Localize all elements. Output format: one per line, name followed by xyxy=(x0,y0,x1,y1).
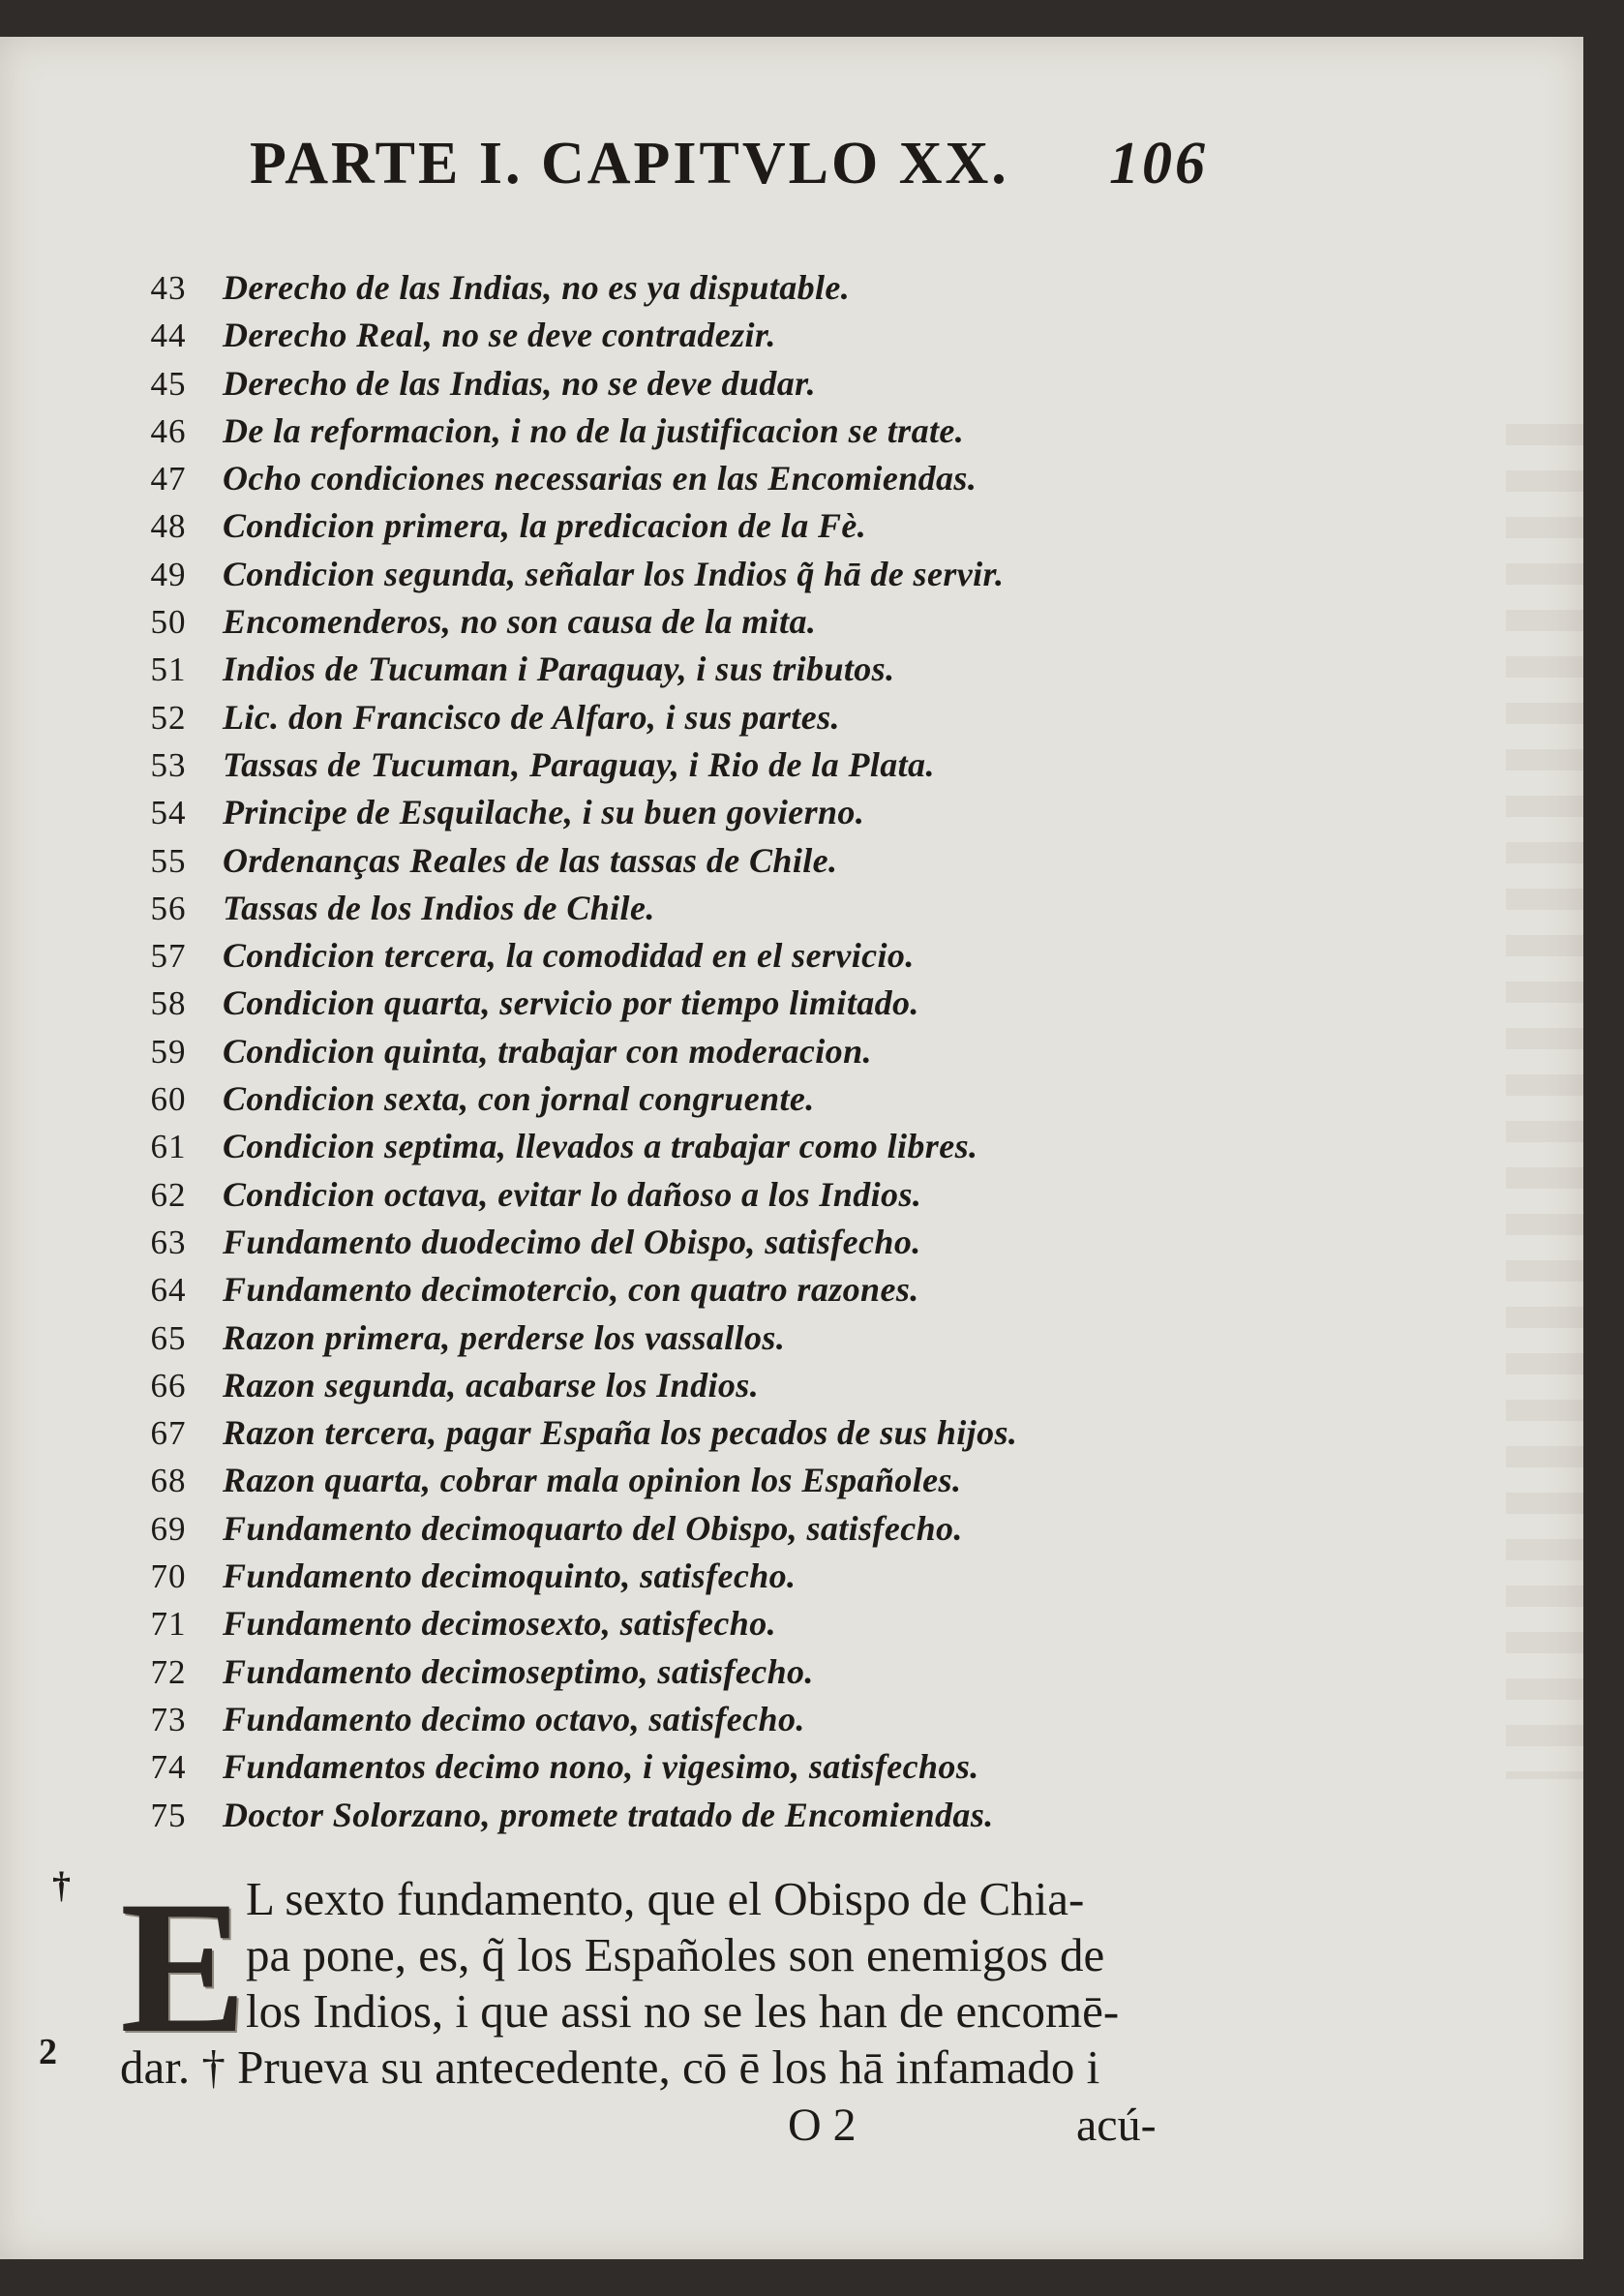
summary-list xyxy=(114,267,1198,1842)
summary-number: 68 xyxy=(150,1462,187,1500)
summary-number: 47 xyxy=(150,460,187,498)
summary-number: 59 xyxy=(150,1032,187,1071)
page-number: 106 xyxy=(1109,131,1208,196)
summary-item xyxy=(114,1651,1198,1699)
margin-marker-number: 2 xyxy=(39,2032,57,2072)
summary-item xyxy=(114,505,1198,553)
summary-text: Encomenderos, no son causa de la mita. xyxy=(223,602,817,642)
summary-text: Condicion septima, llevados a trabajar como libres. xyxy=(223,1127,978,1166)
summary-text: Razon quarta, cobrar mala opinion los Españoles. xyxy=(223,1461,962,1500)
signature-mark: O 2 xyxy=(788,2100,857,2151)
summary-item xyxy=(114,410,1198,458)
summary-text: Condicion quinta, trabajar con moderacion. xyxy=(223,1031,872,1071)
summary-number: 45 xyxy=(150,364,187,403)
summary-number: 51 xyxy=(150,650,187,689)
summary-item xyxy=(114,888,1198,935)
summary-item xyxy=(114,1795,1198,1842)
summary-item xyxy=(114,267,1198,315)
summary-text: Fundamento decimo octavo, satisfecho. xyxy=(223,1699,805,1738)
summary-number: 75 xyxy=(150,1796,187,1834)
summary-text: Doctor Solorzano, promete tratado de Encomiendas. xyxy=(223,1795,994,1834)
summary-item xyxy=(114,1174,1198,1222)
summary-number: 54 xyxy=(150,794,187,832)
summary-number: 63 xyxy=(150,1223,187,1261)
summary-number: 70 xyxy=(150,1557,187,1596)
summary-text: Fundamento decimoseptimo, satisfecho. xyxy=(223,1651,814,1691)
summary-number: 72 xyxy=(150,1652,187,1691)
summary-number: 69 xyxy=(150,1509,187,1548)
summary-number: 65 xyxy=(150,1318,187,1357)
body-line-1: L sexto fundamento, que el Obispo de Chia- xyxy=(246,1872,1085,1925)
summary-text: De la reformacion, i no de la justificacion se trate. xyxy=(223,410,965,450)
body-line-4: dar. † Prueva su antecedente, cō ē los hā infamado i xyxy=(120,2040,1100,2094)
summary-number: 48 xyxy=(150,507,187,546)
summary-item xyxy=(114,1365,1198,1412)
summary-item xyxy=(114,1746,1198,1794)
summary-text: Derecho Real, no se deve contradezir. xyxy=(223,316,776,355)
summary-number: 50 xyxy=(150,603,187,642)
summary-number: 43 xyxy=(150,269,187,307)
summary-text: Condicion quarta, servicio por tiempo limitado. xyxy=(223,983,919,1023)
summary-text: Fundamento decimoquarto del Obispo, satisfecho. xyxy=(223,1508,963,1548)
summary-text: Tassas de los Indios de Chile. xyxy=(223,888,655,927)
summary-number: 57 xyxy=(150,937,187,976)
summary-text: Fundamento decimoquinto, satisfecho. xyxy=(223,1556,797,1596)
summary-item xyxy=(114,1222,1198,1269)
summary-item xyxy=(114,1078,1198,1126)
summary-number: 44 xyxy=(150,317,187,355)
running-title: PARTE I. CAPITVLO XX. xyxy=(250,131,1009,196)
summary-item xyxy=(114,1412,1198,1460)
summary-item xyxy=(114,840,1198,888)
summary-text: Condicion tercera, la comodidad en el servicio. xyxy=(223,936,915,976)
summary-item xyxy=(114,982,1198,1030)
margin-marker-dagger: † xyxy=(52,1865,71,1906)
summary-item xyxy=(114,363,1198,410)
summary-item xyxy=(114,935,1198,982)
summary-number: 67 xyxy=(150,1414,187,1453)
summary-item xyxy=(114,1556,1198,1603)
summary-number: 60 xyxy=(150,1080,187,1119)
summary-item xyxy=(114,1126,1198,1173)
summary-item xyxy=(114,1317,1198,1365)
summary-text: Ordenanças Reales de las tassas de Chile. xyxy=(223,840,838,880)
summary-text: Condicion octava, evitar lo dañoso a los Indios. xyxy=(223,1174,922,1214)
summary-item xyxy=(114,649,1198,696)
summary-text: Tassas de Tucuman, Paraguay, i Rio de la Plata. xyxy=(223,744,935,784)
catchword: acú- xyxy=(1076,2100,1157,2151)
summary-number: 56 xyxy=(150,889,187,927)
running-header xyxy=(250,130,1208,198)
summary-item xyxy=(114,1269,1198,1316)
summary-text: Razon primera, perderse los vassallos. xyxy=(223,1317,786,1357)
book-page xyxy=(0,37,1583,2259)
summary-number: 53 xyxy=(150,745,187,784)
summary-text: Fundamentos decimo nono, i vigesimo, satisfechos. xyxy=(223,1747,979,1787)
summary-number: 66 xyxy=(150,1366,187,1405)
drop-cap: E xyxy=(120,1862,247,2072)
summary-text: Condicion sexta, con jornal congruente. xyxy=(223,1079,815,1119)
summary-text: Razon tercera, pagar España los pecados de sus hijos. xyxy=(223,1413,1018,1453)
summary-number: 55 xyxy=(150,841,187,880)
body-line-3: los Indios, i que assi no se les han de encomē- xyxy=(246,1984,1120,2038)
summary-number: 61 xyxy=(150,1128,187,1166)
summary-item xyxy=(114,1603,1198,1650)
summary-text: Fundamento decimosexto, satisfecho. xyxy=(223,1604,776,1644)
summary-text: Lic. don Francisco de Alfaro, i sus partes. xyxy=(223,697,840,737)
summary-number: 49 xyxy=(150,555,187,593)
summary-number: 64 xyxy=(150,1271,187,1310)
summary-item xyxy=(114,1699,1198,1746)
summary-text: Derecho de las Indias, no se deve dudar. xyxy=(223,363,816,403)
summary-number: 74 xyxy=(150,1748,187,1787)
summary-text: Indios de Tucuman i Paraguay, i sus tributos. xyxy=(223,650,895,689)
summary-item xyxy=(114,744,1198,792)
summary-text: Condicion primera, la predicacion de la Fè. xyxy=(223,506,867,546)
summary-number: 71 xyxy=(150,1605,187,1644)
summary-text: Derecho de las Indias, no es ya disputable. xyxy=(223,268,851,307)
summary-item xyxy=(114,792,1198,839)
summary-text: Condicion segunda, señalar los Indios q̃ hā de servir. xyxy=(223,554,1005,593)
body-line-2: pa pone, es, q̃ los Españoles son enemigos de xyxy=(246,1928,1105,1981)
summary-item xyxy=(114,554,1198,601)
summary-item xyxy=(114,458,1198,505)
summary-item xyxy=(114,1508,1198,1556)
summary-text: Fundamento decimotercio, con quatro razones. xyxy=(223,1270,919,1310)
summary-number: 73 xyxy=(150,1700,187,1738)
summary-text: Razon segunda, acabarse los Indios. xyxy=(223,1365,760,1405)
summary-item xyxy=(114,601,1198,649)
summary-number: 52 xyxy=(150,698,187,737)
summary-item xyxy=(114,1460,1198,1507)
show-through xyxy=(1506,424,1583,1779)
summary-text: Principe de Esquilache, i su buen govierno. xyxy=(223,793,865,832)
summary-text: Ocho condiciones necessarias en las Encomiendas. xyxy=(223,459,977,498)
summary-number: 62 xyxy=(150,1175,187,1214)
summary-number: 58 xyxy=(150,984,187,1023)
summary-item xyxy=(114,697,1198,744)
summary-text: Fundamento duodecimo del Obispo, satisfecho. xyxy=(223,1222,921,1261)
summary-number: 46 xyxy=(150,411,187,450)
summary-item xyxy=(114,1031,1198,1078)
summary-item xyxy=(114,315,1198,362)
